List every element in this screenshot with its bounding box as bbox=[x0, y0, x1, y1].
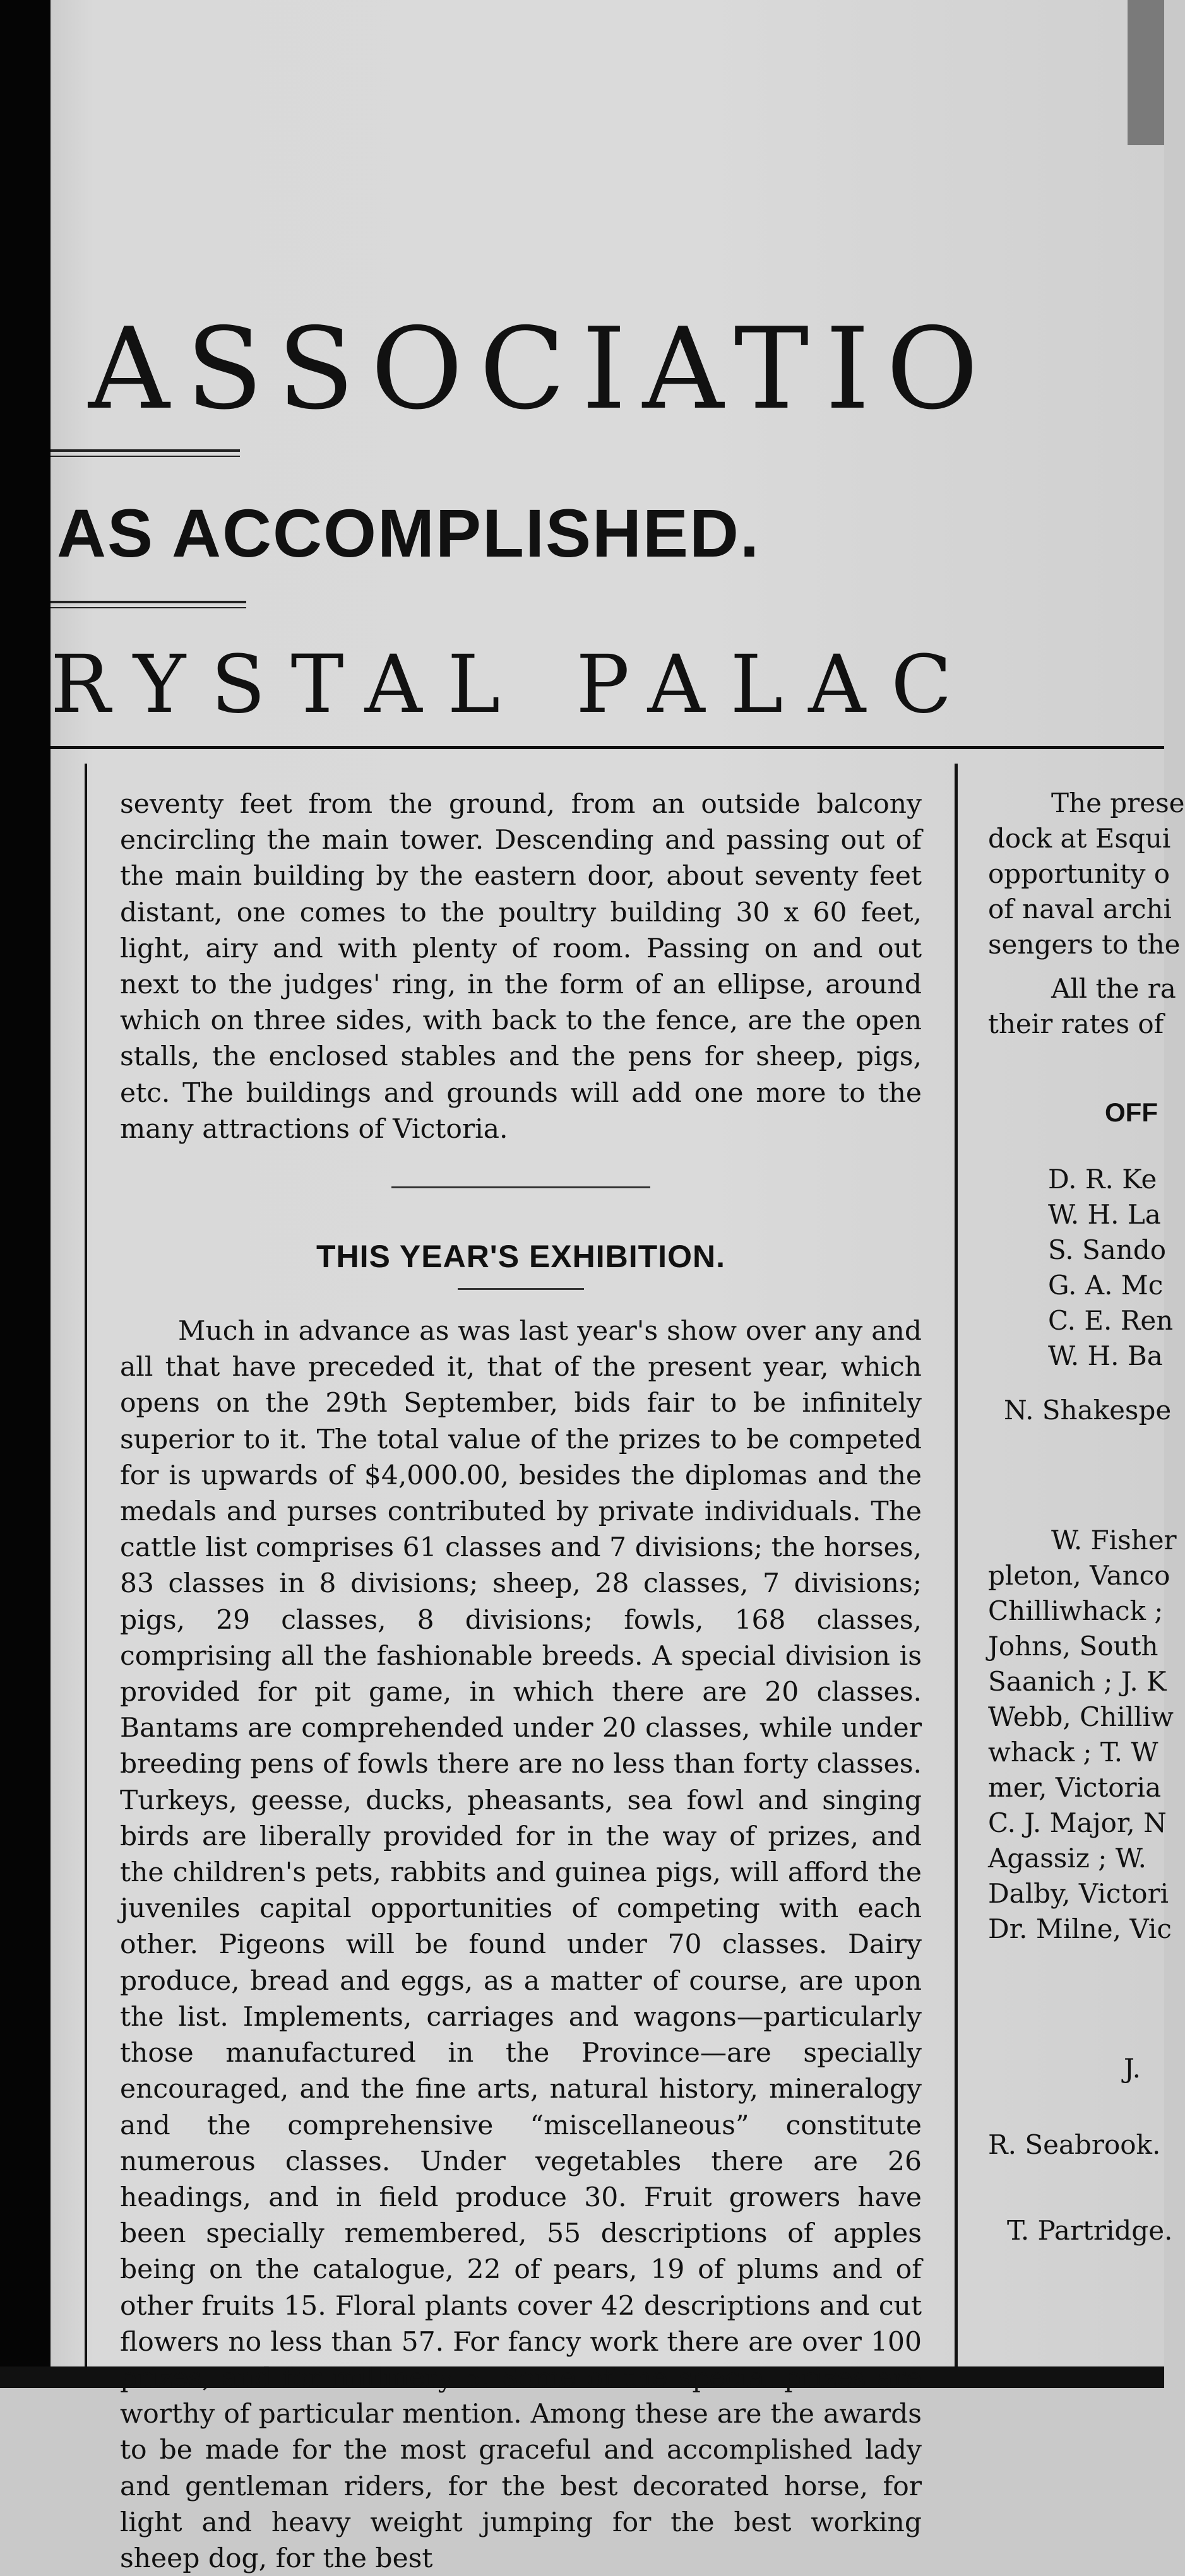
right-line-j: J. bbox=[1124, 2053, 1141, 2084]
seabrook-line: R. Seabrook. bbox=[988, 2129, 1161, 2160]
right-line: Dalby, Victori bbox=[988, 1878, 1169, 1909]
right-column bbox=[988, 786, 1185, 2248]
right-line: Webb, Chilliw bbox=[988, 1701, 1174, 1732]
section-divider bbox=[391, 1186, 650, 1188]
right-line: opportunity o bbox=[988, 858, 1170, 889]
right-line: Saanich ; J. K bbox=[988, 1666, 1167, 1697]
right-line: of naval archi bbox=[988, 894, 1172, 925]
right-line: C. J. Major, N bbox=[988, 1807, 1167, 1838]
right-line: whack ; T. W bbox=[988, 1737, 1158, 1768]
scan-right-edge-mark bbox=[1128, 0, 1164, 145]
right-line: mer, Victoria bbox=[988, 1772, 1162, 1803]
right-line: Chilliwhack ; bbox=[988, 1595, 1164, 1626]
header-rule bbox=[51, 607, 246, 608]
exhibition-paragraph: Much in advance as was last year's show over any and all that have preceded it, that of the present year, which opens on the 29th September, bids fair to be infinitely superior to it. The total value of the prizes to be competed for is upwards of $4,000.00, besides the diplomas and the medals and purses contributed by private individuals. The cattle list comprises 61 classes and 7 divisions; the horses, 83 classes in 8 divisions; sheep, 28 classes, 7 divisions; pigs, 29 classes, 8 divisions; fowls, 168 classes, comprising all the fashionable breeds. A special division is provided for pit game, in which there are 20 classes. Bantams are comprehended under 20 classes, while under breeding pens of fowls there are no less than forty classes. Turkeys, geesse, ducks, pheasants, sea fowl and singing birds are liberally provided for in the way of prizes, and the children's pets, rabbits and guinea pigs, will afford the juveniles capital opportunities of competing with each other. Pigeons will be found under 70 classes. Dairy produce, bread and eggs, as a matter of course, are upon the list. Implements, carriages and wagons—particularly those manufactured in the Province—are specially encouraged, and the fine arts, natural history, mineralogy and the comprehensive “miscellaneous” constitute numerous classes. Under vegetables there are 26 headings, and in field produce 30. Fruit growers have been specially remembered, 55 descriptions of apples being on the catalogue, 22 of pears, 19 of plums and of other fruits 15. Floral plants cover 42 descriptions and cut flowers no less than 57. For fancy work there are over 100 prizes, and for millinery 5. Some of the special prizes are worthy of particular mention. Among these are the awards to be made for the most graceful and accomplished lady and gentleman riders, for the best decorated horse, for light and heavy weight jumping for the best working sheep dog, for the best bbox=[120, 1315, 922, 2573]
column-rule-left bbox=[85, 764, 87, 2366]
officer-name: S. Sando bbox=[1048, 1234, 1167, 1265]
right-line: sengers to the bbox=[988, 929, 1181, 960]
right-line: Dr. Milne, Vic bbox=[988, 1913, 1172, 1944]
right-line: pleton, Vanco bbox=[988, 1560, 1170, 1591]
right-line: All the ra bbox=[1051, 973, 1176, 1004]
officer-name: W. H. La bbox=[1048, 1199, 1161, 1230]
right-line: W. Fisher bbox=[1051, 1525, 1177, 1556]
header-accomplished: AS ACCOMPLISHED. bbox=[57, 495, 761, 571]
officer-name: W. H. Ba bbox=[1048, 1340, 1163, 1371]
header-association: ASSOCIATIO bbox=[88, 304, 995, 434]
right-line: dock at Esqui bbox=[988, 823, 1171, 854]
title-underline bbox=[458, 1288, 584, 1290]
scan-left-edge bbox=[0, 0, 51, 2388]
header-rule bbox=[51, 456, 240, 457]
shakespeare-line: N. Shakespe bbox=[1004, 1395, 1172, 1426]
page-frame-top bbox=[51, 746, 1164, 749]
header-crystal-palace: RYSTAL PALAC bbox=[51, 638, 977, 731]
right-line: The prese bbox=[1051, 788, 1185, 818]
header-rule bbox=[51, 449, 240, 452]
right-line: Agassiz ; W. bbox=[988, 1843, 1146, 1874]
partridge-line: T. Partridge. bbox=[1007, 2215, 1173, 2246]
officer-name: G. A. Mc bbox=[1048, 1270, 1164, 1301]
main-article-column bbox=[120, 786, 922, 2576]
intro-paragraph: seventy feet from the ground, from an outside balcony encircling the main tower. Descending and passing out of the main building by the eastern door, about seventy feet distant, one comes to the poultry building 30 x 60 feet, light, airy and with plenty of room. Passing on and out next to the judges' ring, in the form of an ellipse, around which on three sides, with back to the fence, are the open stalls, the enclosed stables and the pens for sheep, pigs, etc. The buildings and grounds will add one more to the many attractions of Victoria. bbox=[120, 788, 922, 1144]
header-rule bbox=[51, 601, 246, 603]
right-lines-a bbox=[988, 786, 1185, 821]
officer-name: D. R. Ke bbox=[1048, 1164, 1157, 1195]
right-line: Johns, South bbox=[988, 1631, 1158, 1662]
section-title: THIS YEAR'S EXHIBITION. bbox=[316, 1239, 725, 1275]
officer-name: C. E. Ren bbox=[1048, 1305, 1174, 1336]
column-rule-middle bbox=[955, 764, 958, 2366]
officers-heading: OFF bbox=[1105, 1097, 1158, 1127]
right-line: their rates of bbox=[988, 1008, 1164, 1039]
officers-list bbox=[988, 1162, 1174, 1374]
